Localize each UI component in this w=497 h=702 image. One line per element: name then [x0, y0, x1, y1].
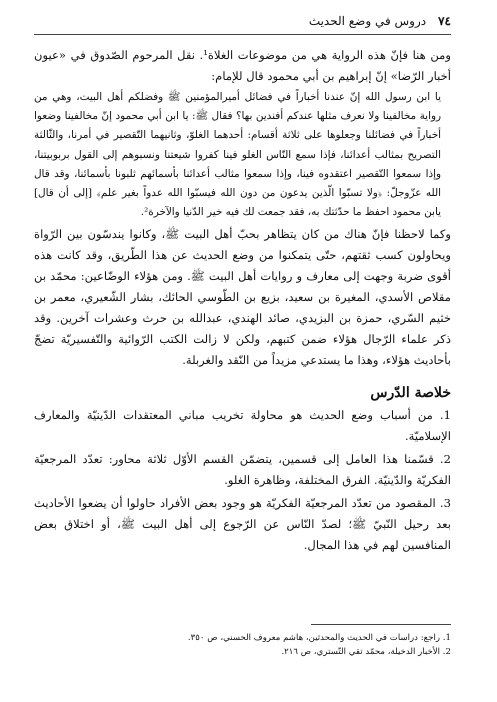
footnote: 1. راجع: دراسات في الحديث والمحدثين، هاشم معروف الحسني، ص ٣٥٠.	[187, 633, 451, 643]
lesson-summary-heading: خلاصة الدّرس	[370, 385, 451, 402]
footnote-divider	[311, 624, 451, 625]
footnotes	[34, 624, 451, 659]
page-number: ٧٤	[438, 14, 451, 28]
summary-item: 2. قسّمنا هذا العامل إلى قسمين، يتضمّن القسم الأوّل ثلاثة محاور: تعدّد المرجعيّة الفكريّة والدّينيّة. الفرق المختلفة، وظاهرة الغلو.	[34, 452, 451, 488]
footnote: 2. الأخبار الدخيلة، محمّد تقي التّستري، ص ٢١٦.	[281, 647, 451, 657]
running-title: دروس في وضع الحديث	[308, 14, 427, 28]
summary-item: 3. المقصود من تعدّد المرجعيّة الفكريّة هو وجود بعض الأفراد حاولوا أن يضعوا الأحاديث بعد رحيل النّبيّ ﷺ؛ لصدّ النّاس عن الرّجوع إلى أهل البيت ﷺ، أو اختلاق بعض المنافسين لهم في هذا المجال.	[34, 496, 451, 553]
paragraph-intro: ومن هنا فإنّ هذه الرواية هي من موضوعات الغلاة¹. نقل المرحوم الصّدوق في «عيون أخبار الرّضا» إنّ إبراهيم بن أبي محمود قال للإمام:	[34, 48, 451, 83]
paragraph-fabricators: وكما لاحظنا فإنّ هناك من كان يتظاهر بحبّ أهل البيت ﷺ، وكانوا يندسّون بين الرّواة ويحاولون كسب ثقتهم، حتّى يتمكنوا من وضع الحديث عن هذا الطّريق، وقد كانت هذه أقوى ضربة وجهت إلى معارف و روايات أهل البيت ﷺ. ومن هؤلاء الوضّاعين: محمّد بن مقلاص الأسدي، المغيرة بن سعيد، بزيع بن الطّوسي الحائك، بشار الشّعيري، معمر بن خثيم السّري، حمزة بن البزيدي، صائد الهندي، عبدالله بن حرث وعشرات آخرين. وقد ذكر علماء الرّجال هؤلاء ضمن كتبهم، ولكن لا زالت الكتب الرّوائية والتّفسيريّة تضجّ بأحاديث هؤلاء، وهذا ما يستدعي مزيداً من النّقد والغربلة.	[34, 227, 451, 368]
summary-item: 1. من أسباب وضع الحديث هو محاولة تخريب مباني المعتقدات الدّينيّة والمعارف الإسلاميّة.	[34, 408, 451, 444]
quoted-hadith: يا ابن رسول الله إنّ عندنا أخباراً في فضائل أميرالمؤمنين ﷺ وفضلكم أهل البيت، وهي من رواية مخالفينا ولا نعرف مثلها عندكم أفندين بها؟ فقال ﷺ: يا ابن أبي محمود إنّ مخالفينا وضعوا أخباراً في فضائلنا وجعلوها على ثلاثة أقسام: أحدهما الغلوّ، وثانيهما التّقصير في أمرنا، والثّالثة التصريح بمثالب أعدائنا، فإذا سمع النّاس الغلو فينا كفروا شيعتنا ونسبوهم إلى القول بربوبيتنا، وإذا سمعوا التّقصير اعتقدوه فينا، وإذا سمعوا مثالب أعدائنا بأسمائهم ثلبونا بأسمائنا، وقد قال الله عزّوجلّ: ﴿ولا تسبّوا الّذين يدعون من دون الله فيسبّوا الله عدواً بغير علم﴾ [إلى أن قال] يابن محمود احفظ ما حدّثتك به، فقد جمعت لك فيه خير الدّنيا والآخرة².	[34, 91, 441, 219]
running-header	[34, 14, 451, 35]
